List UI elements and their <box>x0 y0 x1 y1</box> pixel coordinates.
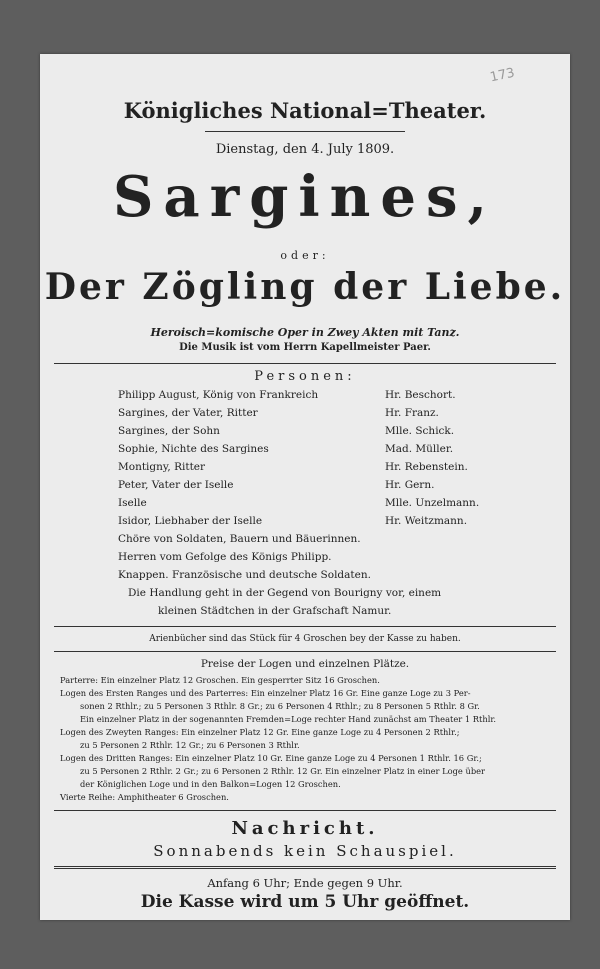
cast-actor: Hr. Weitzmann. <box>385 515 468 527</box>
play-title: Sargines, <box>112 164 498 230</box>
theatre-name: Königliches National=Theater. <box>123 98 487 123</box>
price-line: Logen des Dritten Ranges: Ein einzelner Platz 10 Gr. Eine ganze Loge zu 4 Personen 1 Rthlr. 16 Gr.; <box>60 753 482 763</box>
prices-top-rule <box>54 651 556 652</box>
cast-actor: Mad. Müller. <box>385 443 454 455</box>
performance-times: Anfang 6 Uhr; Ende gegen 9 Uhr. <box>207 876 403 890</box>
notice-top-rule <box>54 810 556 811</box>
cast-top-rule <box>54 363 556 364</box>
header-rule <box>205 131 405 132</box>
notice-text: Sonnabends kein Schauspiel. <box>153 842 457 860</box>
cast-role: Montigny, Ritter <box>118 461 206 473</box>
footer-rule <box>54 866 556 869</box>
performance-date: Dienstag, den 4. July 1809. <box>215 142 395 157</box>
cast-role: Iselle <box>118 497 147 509</box>
price-line: sonen 2 Rthlr.; zu 5 Personen 3 Rthlr. 8 Gr.; zu 6 Personen 4 Rthlr.; zu 8 Personen 5 Rthlr. 8 Gr. <box>80 701 480 711</box>
pencil-mark: 173 <box>488 65 517 86</box>
cast-actor: Mlle. Schick. <box>385 425 455 437</box>
price-line: zu 5 Personen 2 Rthlr. 2 Gr.; zu 6 Personen 2 Rthlr. 12 Gr. Ein einzelner Platz in einer Loge über <box>80 766 486 776</box>
composer-line: Die Musik ist vom Herrn Kapellmeister Paer. <box>179 342 431 353</box>
cast-role: Philipp August, König von Frankreich <box>118 389 319 401</box>
cast-extra: Knappen. Französische und deutsche Soldaten. <box>118 569 371 581</box>
play-subtitle: Der Zögling der Liebe. <box>44 266 566 308</box>
price-line: Logen des Ersten Ranges und des Parterres: Ein einzelner Platz 16 Gr. Eine ganze Loge zu 3 Per- <box>60 688 471 698</box>
cast-actor: Mlle. Unzelmann. <box>385 497 480 509</box>
opera-description: Heroisch=komische Oper in Zwey Akten mit Tanz. <box>150 326 460 339</box>
cast-role: Isidor, Liebhaber der Iselle <box>118 515 263 527</box>
cast-extra: Herren vom Gefolge des Königs Philipp. <box>118 551 332 563</box>
prices-heading: Preise der Logen und einzelnen Plätze. <box>200 658 410 670</box>
price-line: Logen des Zweyten Ranges: Ein einzelner Platz 12 Gr. Eine ganze Loge zu 4 Personen 2 Rthlr.; <box>60 727 460 737</box>
price-line: Vierte Reihe: Amphitheater 6 Groschen. <box>60 792 229 802</box>
arien-note: Arienbücher sind das Stück für 4 Groschen bey der Kasse zu haben. <box>149 634 461 644</box>
cast-actor: Hr. Gern. <box>385 479 435 491</box>
price-line: der Königlichen Loge und in den Balkon=Logen 12 Groschen. <box>80 779 341 789</box>
cast-heading: Personen: <box>254 369 356 384</box>
cast-role: Peter, Vater der Iselle <box>118 479 234 491</box>
box-office-notice: Die Kasse wird um 5 Uhr geöffnet. <box>140 892 470 912</box>
cast-extra: Chöre von Soldaten, Bauern und Bäuerinnen. <box>118 533 361 545</box>
cast-actor: Hr. Franz. <box>385 407 439 419</box>
arien-top-rule <box>54 626 556 627</box>
price-line: Parterre: Ein einzelner Platz 12 Groschen. Ein gesperrter Sitz 16 Groschen. <box>60 675 380 685</box>
cast-role: Sargines, der Vater, Ritter <box>118 407 258 419</box>
cast-role: Sargines, der Sohn <box>118 425 220 437</box>
price-line: Ein einzelner Platz in der sogenannten Fremden=Loge rechter Hand zunächst am Theater 1 Rthlr. <box>80 714 497 724</box>
setting-line: kleinen Städtchen in der Grafschaft Namur. <box>158 605 392 617</box>
price-line: zu 5 Personen 2 Rthlr. 12 Gr.; zu 6 Personen 3 Rthlr. <box>80 740 300 750</box>
cast-role: Sophie, Nichte des Sargines <box>118 443 269 455</box>
notice-heading: Nachricht. <box>231 818 379 839</box>
cast-actor: Hr. Rebenstein. <box>385 461 468 473</box>
title-oder: oder: <box>280 249 330 262</box>
cast-actor: Hr. Beschort. <box>385 389 456 401</box>
setting-line: Die Handlung geht in der Gegend von Bourigny vor, einem <box>128 587 442 599</box>
playbill-sheet <box>40 54 570 920</box>
